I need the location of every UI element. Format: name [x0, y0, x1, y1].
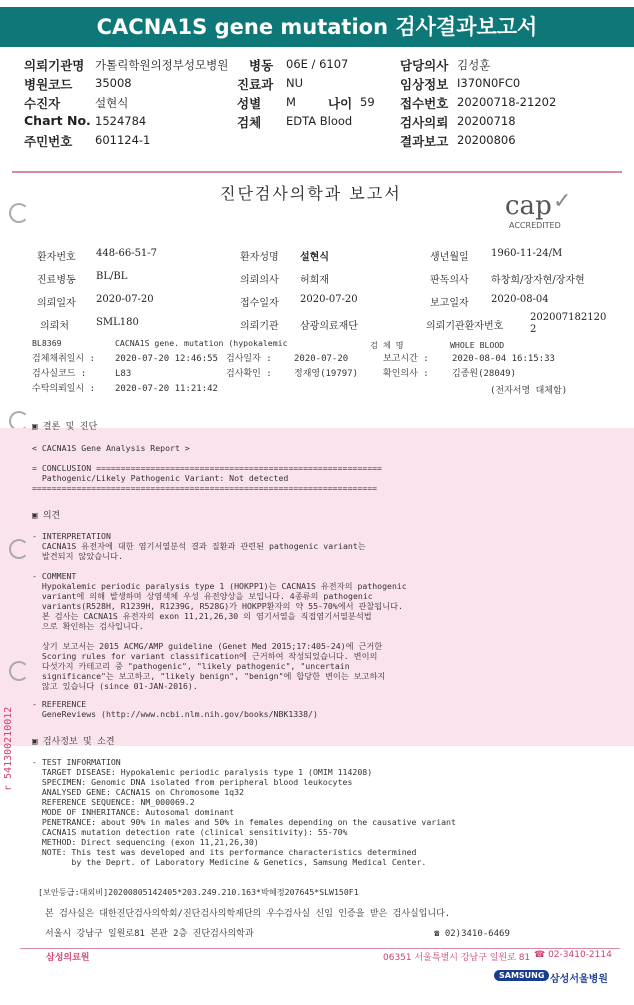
testinfo-line: MODE OF INHERITANCE: Autosomal dominant: [32, 807, 235, 817]
reference-line: GeneReviews (http://www.ncbi.nlm.nih.gov/books/NBK1338/): [32, 709, 318, 719]
clinical-label: 임상정보: [400, 77, 449, 92]
testinfo-line: NOTE: This test was developed and its performance characteristics determined: [32, 847, 417, 857]
doc-title: 진단검사의학과 보고서: [220, 184, 402, 203]
comment-line: variants(R528H, R1239H, R1239G, R528G)가 HOKPP환자의 약 55-70%에서 관찰됩니다.: [32, 601, 403, 611]
clinical-value: I370N0FC0: [457, 76, 521, 90]
recv-date-label: 접수일자: [240, 298, 279, 309]
patient-no: 448-66-51-7: [96, 248, 158, 259]
receipt-value: 20200718-21202: [457, 95, 557, 109]
interpretation-header: - INTERPRETATION: [32, 531, 111, 541]
requester-label: 의뢰의사: [240, 275, 279, 286]
request-value: 20200718: [457, 114, 516, 128]
req-date-label: 의뢰일자: [37, 298, 76, 309]
scanned-report: [0, 173, 634, 1005]
testinfo-line: SPECIMEN: Genomic DNA isolated from peripheral blood leukocytes: [32, 777, 353, 787]
inst-no-2: 2: [530, 324, 537, 335]
punch-hole-icon: [9, 539, 29, 559]
footer: [0, 950, 634, 1002]
lab-address: 서울시 강남구 일원로81 본관 2층 진단검사의학과: [45, 929, 254, 939]
sex-label: 성별: [237, 96, 262, 111]
testinfo-line: TARGET DISEASE: Hypokalemic periodic paralysis type 1 (OMIM 114208): [32, 767, 373, 777]
section-testinfo-title: ▣ 검사정보 및 소견: [32, 737, 115, 747]
recv-date: 2020-07-20: [300, 294, 358, 305]
report-time-label: 보고시간 :: [383, 354, 429, 364]
punch-hole-icon: [9, 661, 29, 681]
ward-doc-label: 진료병동: [37, 275, 76, 286]
comment-line: significance"는 보고하고, "likely benign", "benign"에 합당한 변이는 보고하지: [32, 671, 386, 681]
testinfo-header: - TEST INFORMATION: [32, 757, 121, 767]
section-opinion-title: ▣ 의견: [32, 511, 61, 521]
doctor-label: 담당의사: [400, 58, 449, 73]
ward-doc: BL/BL: [96, 271, 128, 282]
comment-line: 다섯가지 카테고리 중 "pathogenic", "likely pathogenic", "uncertain: [32, 661, 350, 671]
comment-line: 본 검사는 CACNA1S 유전자의 exon 11,21,26,30 의 염기서열을 직접염기서열분석법: [32, 611, 372, 621]
testinfo-line: ANALYSED GENE: CACNA1S on Chromosome 1q32: [32, 787, 244, 797]
req-inst: 삼광의료재단: [300, 321, 358, 332]
interpretation-line: 발견되지 않았습니다.: [32, 551, 123, 561]
footer-hospital-name: 삼성의료원: [46, 953, 90, 963]
patient-name-label: 환자성명: [240, 252, 279, 263]
testinfo-line: PENETRANCE: about 90% in males and 50% in females depending on the causative variant: [32, 817, 456, 827]
conclusion-body: Pathogenic/Likely Pathogenic Variant: Not detected: [32, 473, 289, 483]
ssn-value: 601124-1: [95, 133, 151, 147]
sex-value: M: [286, 95, 296, 109]
smc-logo-text: 삼성서울병원: [550, 974, 608, 985]
comment-line: Scoring rules for variant classification에 근거하여 작성되었습니다. 변이의: [32, 651, 378, 661]
room: L83: [115, 369, 132, 379]
confirm: 김종원(28049): [452, 369, 517, 379]
section-conclusion-title: ▣ 결론 및 진단: [32, 422, 98, 432]
institution-value: 가톨릭학원의정부성모병원: [95, 58, 229, 72]
report-time: 2020-08-04 16:15:33: [452, 354, 555, 364]
reference-header: - REFERENCE: [32, 699, 87, 709]
report-banner-title: CACNA1S gene mutation 검사결과보고서: [0, 7, 634, 47]
specimen-name: WHOLE BLOOD: [450, 340, 505, 350]
request-label: 검사의뢰: [400, 115, 449, 130]
comment-line: 상기 보고서는 2015 ACMG/AMP guideline (Genet Med 2015;17:405-24)에 근거한: [32, 641, 383, 651]
comment-line: 않고 있습니다 (since 01-JAN-2016).: [32, 681, 198, 691]
verify: 정재영(19797): [294, 369, 359, 379]
rep-date: 2020-08-04: [491, 294, 549, 305]
verify-label: 검사확인 :: [226, 369, 272, 379]
footer-divider: [20, 948, 620, 949]
patient-name: 설현식: [300, 252, 329, 263]
birth-label: 생년월일: [430, 252, 469, 263]
patient-value: 설현식: [95, 96, 129, 110]
testinfo-line: REFERENCE SEQUENCE: NM_000069.2: [32, 797, 195, 807]
ward-label: 병동: [249, 58, 274, 73]
comment-line: variant에 의해 발생하며 상염색체 우성 유전양상을 보입니다. 4종류의 pathogenic: [32, 591, 373, 601]
collect: 2020-07-20 12:46:55: [115, 354, 218, 364]
e-signature-note: (전자서명 대체함): [490, 386, 568, 396]
specimen-label: 검체: [237, 115, 262, 130]
req-inst-label: 의뢰기관: [240, 321, 279, 332]
cap-logo-text: cap: [505, 191, 552, 221]
conclusion-header: = CONCLUSION ==========================================================: [32, 463, 382, 473]
comment-line: Hypokalemic periodic paralysis type 1 (HOKPP1)는 CACNA1S 유전자의 pathogenic: [32, 581, 407, 591]
comment-header: - COMMENT: [32, 571, 77, 581]
inst-no-1: 202007182120: [530, 312, 607, 323]
test-date: 2020-07-20: [294, 354, 349, 364]
recv-time-label: 수탁의뢰일시 :: [32, 384, 96, 394]
interpretation-line: CACNA1S 유전자에 대한 염기서열분석 결과 질환과 관련된 pathogenic variant는: [32, 541, 366, 551]
hospcode-value: 35008: [95, 76, 132, 90]
specimen-name-label: 검 체 명: [370, 340, 404, 350]
lab-phone: ☎ 02)3410-6469: [434, 929, 510, 939]
punch-hole-icon: [9, 203, 29, 223]
cap-accredited-text: ACCREDITED: [509, 221, 561, 230]
samsung-logo: SAMSUNG: [494, 970, 549, 981]
testinfo-line: CACNA1S mutation detection rate (clinical sensitivity): 55-70%: [32, 827, 348, 837]
institution-label: 의뢰기관명: [24, 58, 85, 73]
hospcode-label: 병원코드: [24, 77, 73, 92]
side-barcode-text: r 541300210012: [3, 706, 14, 791]
report-header: [0, 47, 634, 157]
conclusion-rule: ======================================================================: [32, 483, 378, 493]
check-icon: ✓: [553, 189, 572, 214]
birth: 1960-11-24/M: [491, 248, 563, 259]
room-label: 검사실코드 :: [32, 369, 87, 379]
comment-line: 으로 확인하는 검사입니다.: [32, 621, 144, 631]
reader-label: 판독의사: [430, 275, 469, 286]
requester: 허희재: [300, 275, 329, 286]
collect-label: 검체채취일시 :: [32, 354, 96, 364]
req-date: 2020-07-20: [96, 294, 154, 305]
rep-date-label: 보고일자: [430, 298, 469, 309]
reader: 하창희/장자현/장자현: [491, 275, 585, 286]
receipt-label: 접수번호: [400, 96, 449, 111]
test-date-label: 검사일자 :: [226, 354, 272, 364]
chart-label: Chart No.: [24, 113, 91, 128]
cap-accredited-logo: [505, 191, 595, 241]
gene-report-title: < CACNA1S Gene Analysis Report >: [32, 443, 190, 453]
req-org-label: 의뢰처: [40, 321, 69, 332]
testinfo-line: METHOD: Direct sequencing (exon 11,21,26,30): [32, 837, 259, 847]
req-org: SML180: [96, 317, 139, 328]
recv-time: 2020-07-20 11:21:42: [115, 384, 218, 394]
report-value: 20200806: [457, 133, 516, 147]
chart-value: 1524784: [95, 114, 147, 128]
bl-code: BL8369: [32, 338, 62, 348]
age-label: 나이: [328, 96, 353, 111]
footer-phone: ☎ 02-3410-2114: [534, 950, 612, 960]
patient-label: 수진자: [24, 96, 61, 111]
inst-no-label: 의뢰기관환자번호: [426, 321, 504, 332]
report-label: 결과보고: [400, 134, 449, 149]
patient-no-label: 환자번호: [37, 252, 76, 263]
footer-address: 06351 서울특별시 강남구 일원로 81: [383, 953, 531, 963]
doctor-value: 김성훈: [457, 58, 491, 72]
security-stamp: [보안등급:대외비]20200805142405*203.249.210.163*박혜정207645*SLW150F1: [38, 887, 359, 897]
ward-value: 06E / 6107: [286, 57, 349, 71]
age-value: 59: [360, 95, 375, 109]
dept-label: 진료과: [237, 77, 274, 92]
test-name: CACNA1S gene. mutation (hypokalemic: [115, 338, 288, 348]
specimen-value: EDTA Blood: [286, 114, 353, 128]
certification-note: 본 검사실은 대한진단검사의학회/진단검사의학재단의 우수검사실 신임 인증을 받은 검사실입니다.: [45, 909, 451, 919]
ssn-label: 주민번호: [24, 134, 73, 149]
testinfo-line: by the Deprt. of Laboratory Medicine & Genetics, Samsung Medical Center.: [32, 857, 427, 867]
dept-value: NU: [286, 76, 304, 90]
confirm-label: 확인의사 :: [383, 369, 429, 379]
